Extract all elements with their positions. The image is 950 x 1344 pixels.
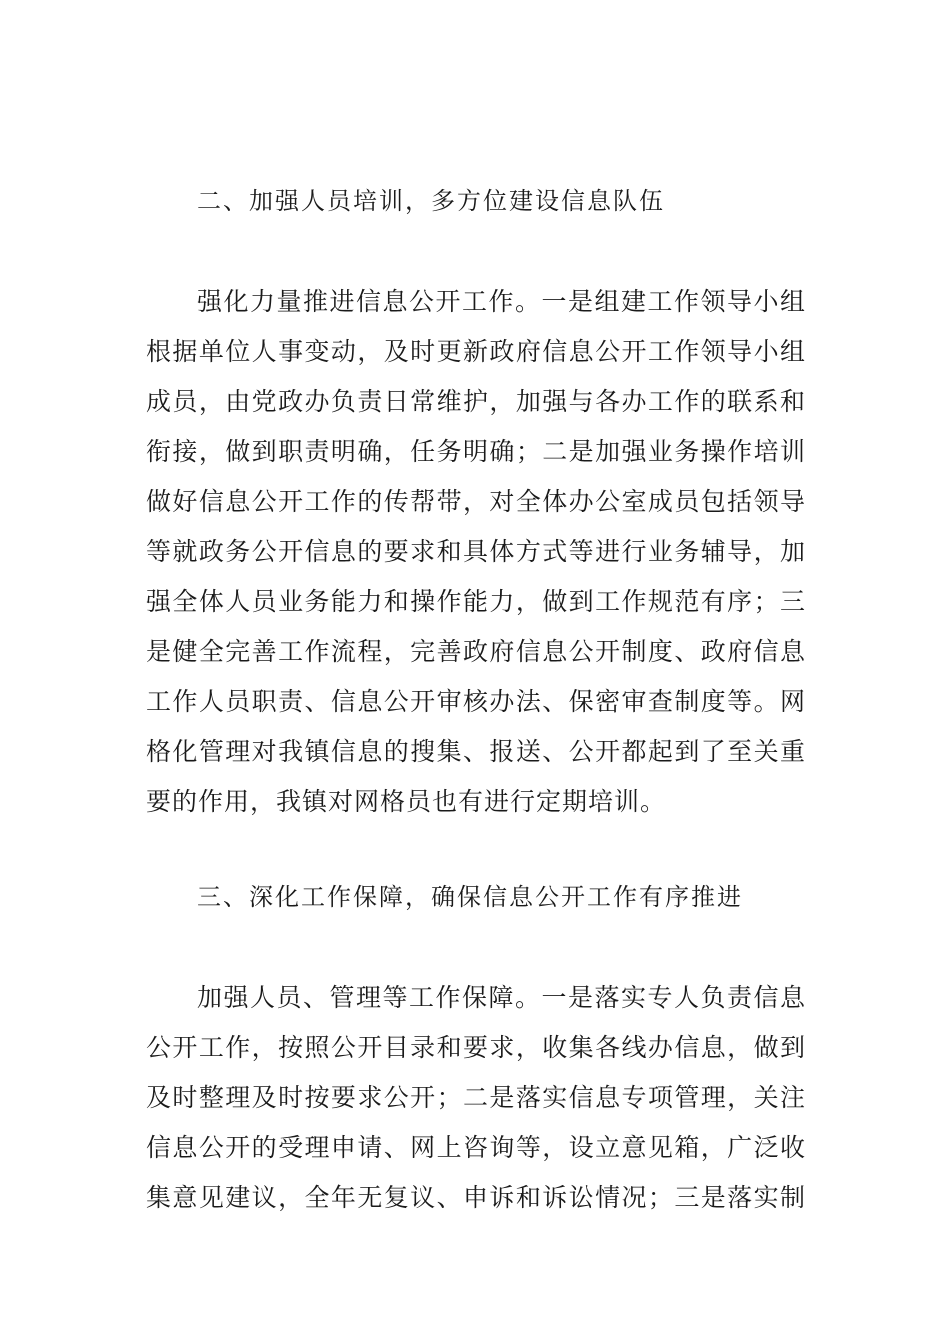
section-heading-2: 二、加强人员培训，多方位建设信息队伍 bbox=[197, 187, 665, 215]
paragraph-line: 是健全完善工作流程，完善政府信息公开制度、政府信息 bbox=[146, 637, 806, 666]
paragraph-line: 强化力量推进信息公开工作。一是组建工作领导小组 bbox=[197, 287, 806, 316]
paragraph-line: 做好信息公开工作的传帮带，对全体办公室成员包括领导 bbox=[146, 487, 806, 516]
paragraph-line: 等就政务公开信息的要求和具体方式等进行业务辅导，加 bbox=[146, 537, 806, 566]
paragraph-line: 加强人员、管理等工作保障。一是落实专人负责信息 bbox=[197, 983, 806, 1012]
paragraph-line: 成员，由党政办负责日常维护，加强与各办工作的联系和 bbox=[146, 387, 806, 416]
paragraph-line: 要的作用，我镇对网格员也有进行定期培训。 bbox=[146, 787, 667, 816]
paragraph-line: 格化管理对我镇信息的搜集、报送、公开都起到了至关重 bbox=[146, 737, 806, 766]
paragraph-line: 衔接，做到职责明确，任务明确；二是加强业务操作培训 bbox=[146, 437, 806, 466]
paragraph-line: 根据单位人事变动，及时更新政府信息公开工作领导小组 bbox=[146, 337, 806, 366]
paragraph-line: 信息公开的受理申请、网上咨询等，设立意见箱，广泛收 bbox=[146, 1133, 806, 1162]
paragraph-line: 强全体人员业务能力和操作能力，做到工作规范有序；三 bbox=[146, 587, 806, 616]
paragraph-line: 工作人员职责、信息公开审核办法、保密审查制度等。网 bbox=[146, 687, 806, 716]
paragraph-line: 及时整理及时按要求公开；二是落实信息专项管理，关注 bbox=[146, 1083, 806, 1112]
section-2-paragraph bbox=[146, 277, 806, 827]
section-heading-3: 三、深化工作保障，确保信息公开工作有序推进 bbox=[197, 883, 743, 911]
paragraph-line: 公开工作，按照公开目录和要求，收集各线办信息，做到 bbox=[146, 1033, 806, 1062]
section-3-paragraph bbox=[146, 973, 806, 1223]
paragraph-line: 集意见建议，全年无复议、申诉和诉讼情况；三是落实制 bbox=[146, 1183, 806, 1212]
